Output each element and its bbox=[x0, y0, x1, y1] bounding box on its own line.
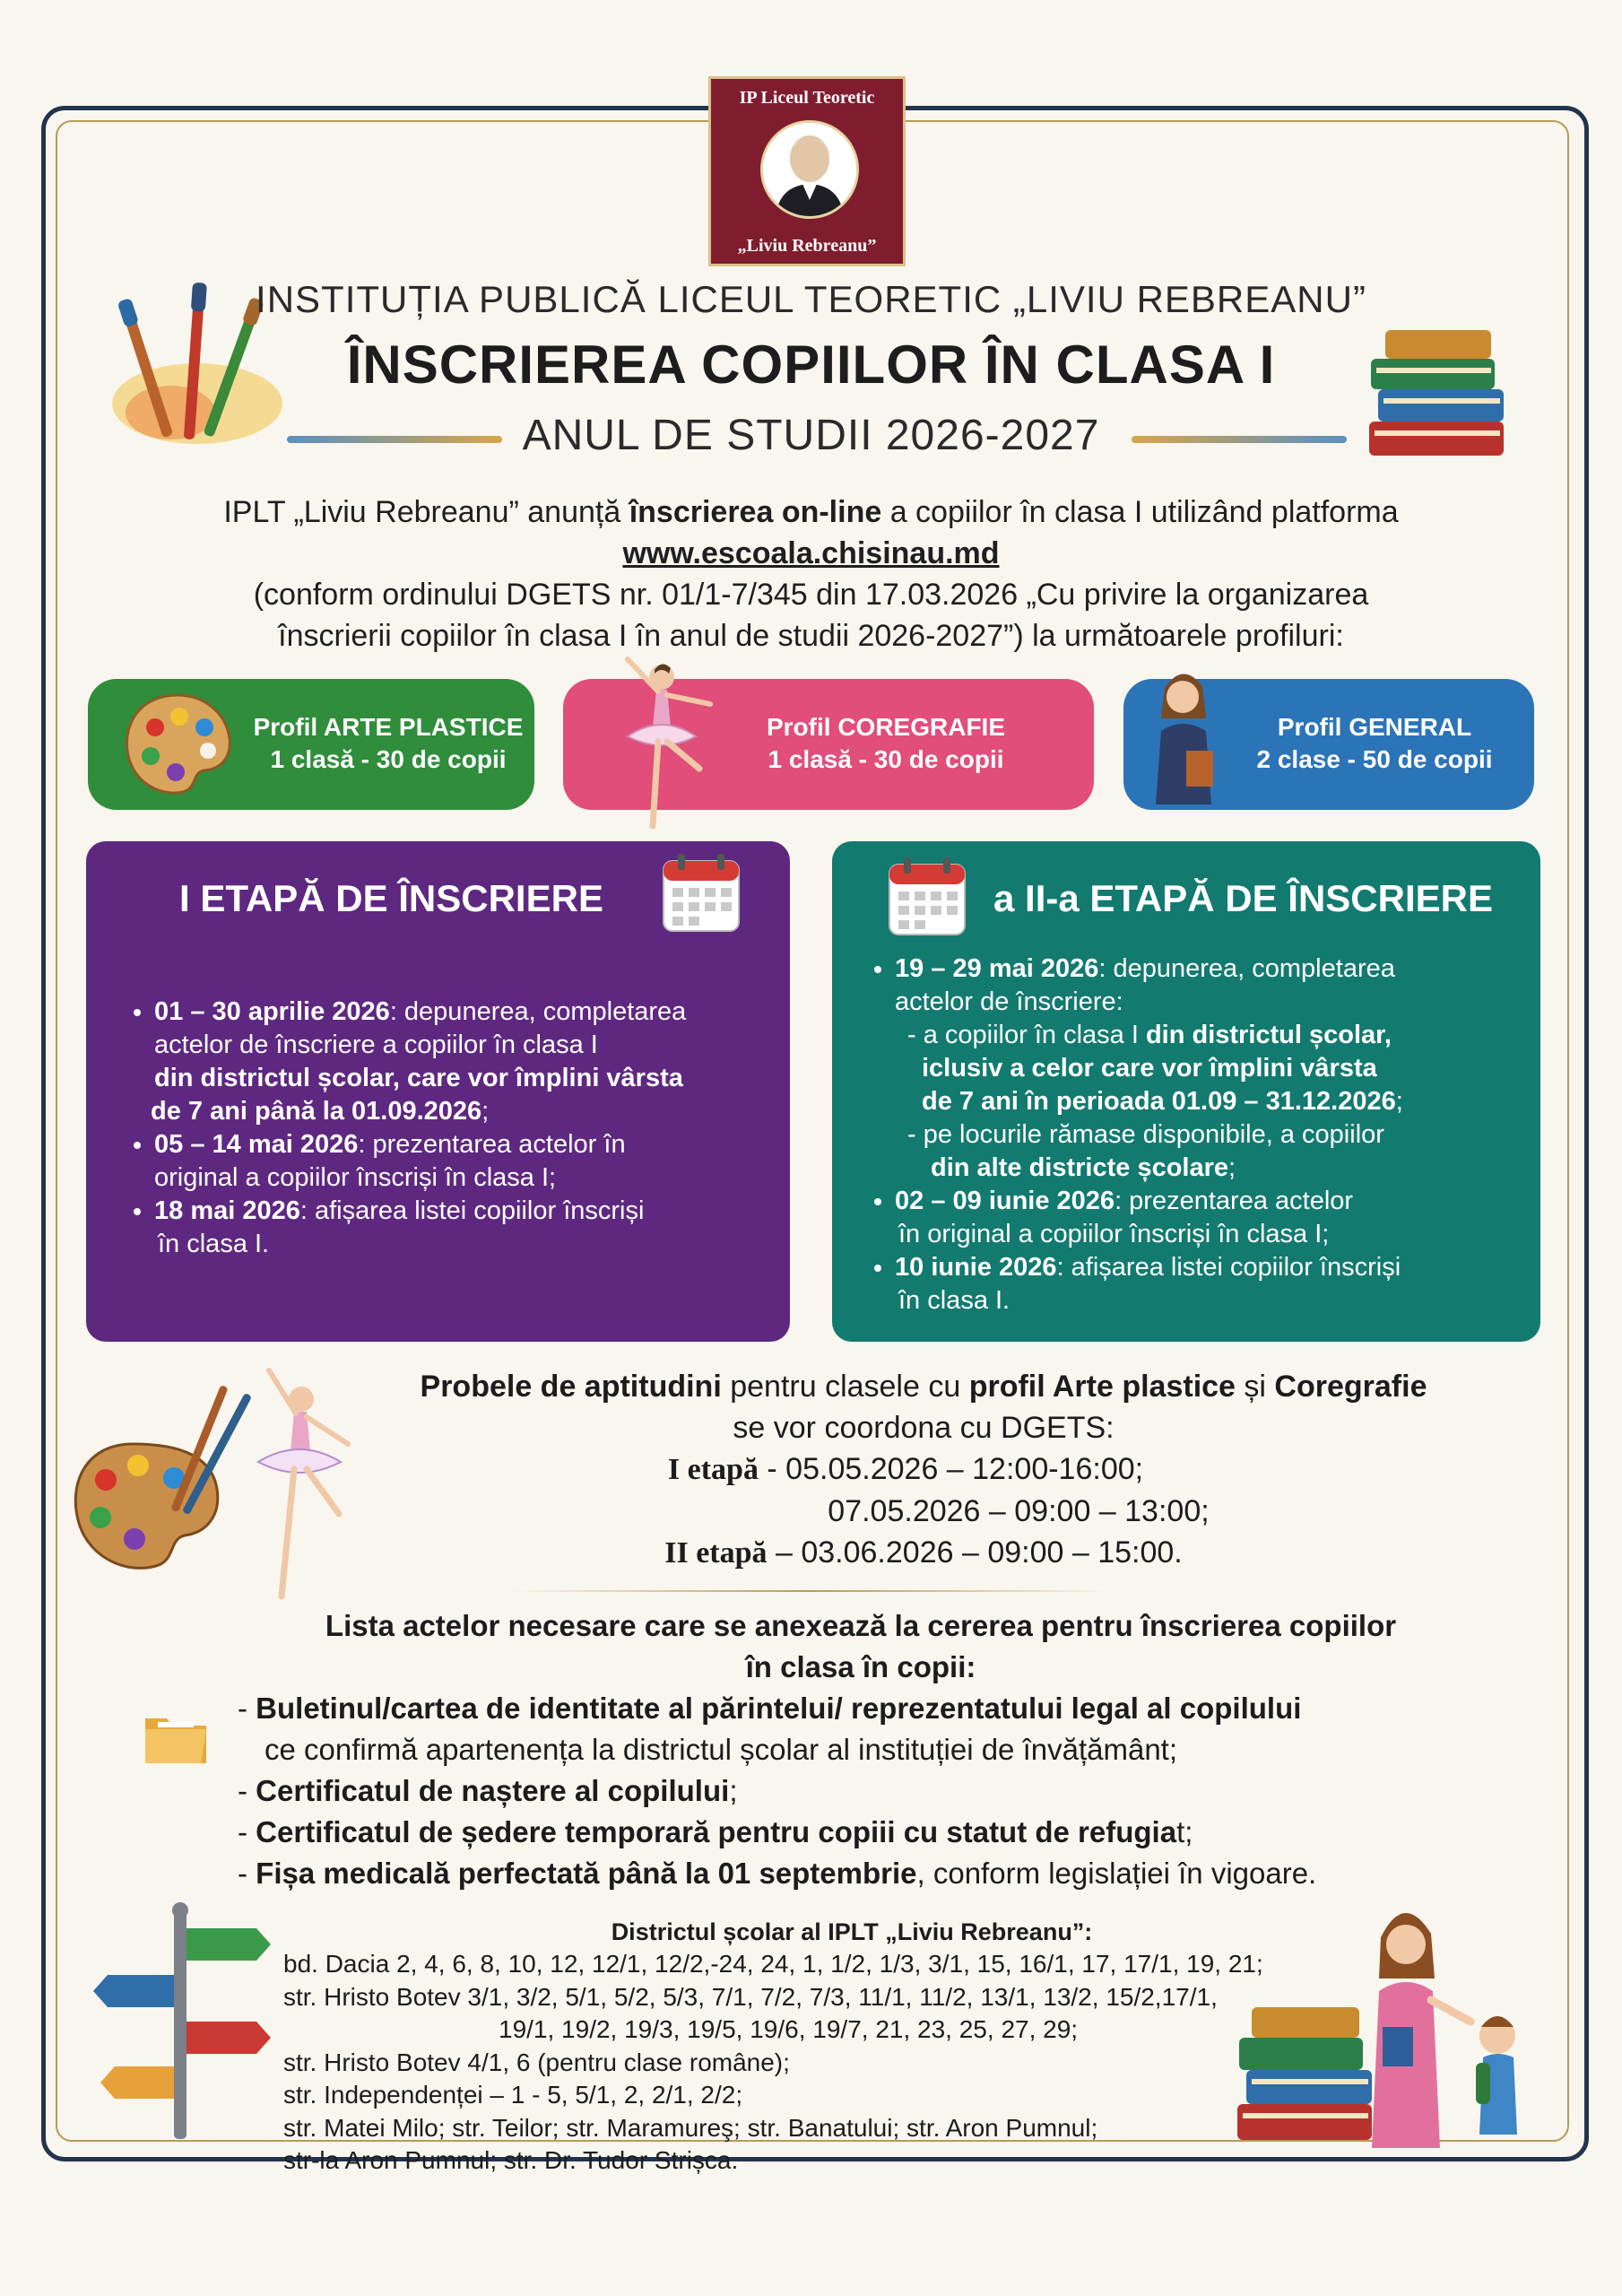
section-divider bbox=[511, 1590, 1112, 1592]
profile-arts-detail: 1 clasă - 30 de copii bbox=[270, 745, 507, 773]
list-item: • 05 – 14 mai 2026: prezentarea actelor în original a copiilor înscriși în clasa I; bbox=[154, 1128, 818, 1195]
school-logo bbox=[708, 76, 906, 266]
list-item: ce confirmă apartenența la districtul școlar al instituției de învățământ; bbox=[265, 1733, 1178, 1766]
profile-general-card bbox=[1123, 679, 1534, 810]
platform-link[interactable]: www.escoala.chisinau.md bbox=[622, 536, 1000, 570]
profile-arts-name: Profil ARTE PLASTICE bbox=[253, 713, 524, 741]
list-item: - Fișa medicală perfectată până la 01 septembrie, conform legislației în vigoare. bbox=[238, 1857, 1317, 1890]
list-item: str. Matei Milo; str. Teilor; str. Maramureş; str. Banatului; str. Aron Pumnul; bbox=[283, 2113, 1098, 2142]
list-item: - Certificatul de ședere temporară pentru copiii cu statut de refugiat; bbox=[238, 1815, 1193, 1848]
profile-choreography-detail: 1 clasă - 30 de copii bbox=[768, 745, 1004, 773]
palette-icon bbox=[115, 683, 240, 808]
district-title: Districtul școlar al IPLT „Liviu Rebreanu”: bbox=[611, 1918, 1093, 1945]
intro-text: IPLT „Liviu Rebreanu” anunță bbox=[223, 495, 629, 529]
calendar-icon bbox=[886, 856, 968, 938]
intro-emphasis: înscrierea on-line bbox=[629, 495, 882, 529]
documents-list bbox=[238, 1688, 1538, 1894]
intro-profiles-line: înscrierii copiilor în clasa I în anul de studii 2026-2027”) la următoarele profiluri: bbox=[278, 619, 1344, 653]
stage-2-title: a II-a ETAPĂ DE ÎNSCRIERE bbox=[993, 877, 1493, 919]
list-item: • 02 – 09 iunie 2026: prezentarea actelor în original a copiilor înscriși în clasa I; bbox=[895, 1185, 1558, 1251]
teacher-with-child-icon bbox=[1228, 1892, 1560, 2152]
title-rule-right bbox=[1132, 436, 1347, 443]
list-item: - Certificatul de naștere al copilului; bbox=[238, 1774, 738, 1807]
stage-2-list bbox=[868, 952, 1558, 1318]
stage-1-title: I ETAPĂ DE ÎNSCRIERE bbox=[179, 877, 603, 919]
list-item: - Buletinul/cartea de identitate al părintelui/ reprezentatului legal al copilului bbox=[238, 1692, 1302, 1725]
page-title: ÎNSCRIEREA COPIILOR ÎN CLASA I bbox=[346, 335, 1276, 395]
list-item: bd. Dacia 2, 4, 6, 8, 10, 12, 12/1, 12/2,-24, 24, 1, 1/2, 1/3, 3/1, 15, 16/1, 17, 17/1, 19, 21; bbox=[283, 1950, 1263, 1978]
aptitude-coordination: se vor coordona cu DGETS: bbox=[733, 1411, 1115, 1445]
list-item: • 18 mai 2026: afișarea listei copiilor înscriși în clasa I. bbox=[154, 1195, 818, 1261]
list-item: str-la Aron Pumnul; str. Dr. Tudor Strișca. bbox=[283, 2146, 739, 2174]
list-item: str. Hristo Botev 4/1, 6 (pentru clase române); bbox=[283, 2048, 790, 2076]
calendar-icon bbox=[660, 852, 742, 935]
logo-bottom-text: „Liviu Rebreanu” bbox=[737, 236, 877, 256]
profile-general-detail: 2 clase - 50 de copii bbox=[1256, 745, 1493, 773]
stage-2-panel bbox=[832, 841, 1540, 1342]
documents-title: Lista actelor necesare care se anexează la cererea pentru înscrierea copiilor în clasa în copii: bbox=[325, 1609, 1397, 1683]
district-addresses bbox=[283, 1948, 1359, 2178]
profile-choreography-name: Profil COREGRAFIE bbox=[766, 713, 1005, 741]
list-item: • 19 – 29 mai 2026: depunerea, completarea actelor de înscriere: - a copiilor în clasa I din districtul școlar, iclusiv a celor care vor împlini vârsta de 7 ani în perioada 01.09 – 31.12.2026; - pe locurile rămase disponibile, a copiilor din alte districte școlare; bbox=[895, 952, 1558, 1185]
aptitude-section: Probele de aptitudini pentru clasele cu profil Arte plastice și Coregrafie se vor coordona cu DGETS: I etapă - 05.05.2026 – 12:00-16:00; 07.05.2026 – 09:00 – 13:00; II etapă – 03.06.2026 – 09:00 – 15:00. bbox=[296, 1366, 1551, 1574]
intro-order-line: (conform ordinului DGETS nr. 01/1-7/345 din 17.03.2026 „Cu privire la organizarea bbox=[253, 578, 1369, 612]
intro-text: a copiilor în clasa I utilizând platforma bbox=[881, 495, 1399, 529]
stage-1-list bbox=[127, 996, 818, 1261]
list-item: str. Hristo Botev 3/1, 3/2, 5/1, 5/2, 5/3, 7/1, 7/2, 7/3, 11/1, 11/2, 13/1, 13/2, 15/2,17/1, bbox=[283, 1982, 1218, 2011]
list-item: • 01 – 30 aprilie 2026: depunerea, completarea actelor de înscriere a copiilor în clasa I din districtul școlar, care vor împlini vârsta de 7 ani până la 01.09.2026; bbox=[154, 996, 818, 1128]
profile-arts-card bbox=[88, 679, 534, 810]
logo-top-text: IP Liceul Teoretic bbox=[739, 88, 875, 108]
ballerina-icon bbox=[592, 650, 726, 839]
stage-1-panel bbox=[86, 841, 790, 1342]
institution-name: INSTITUȚIA PUBLICĂ LICEUL TEORETIC „LIVIU REBREANU” bbox=[256, 278, 1366, 320]
signpost-icon bbox=[90, 1901, 278, 2144]
list-item: str. Independenței – 1 - 5, 5/1, 2, 2/1, 2/2; bbox=[283, 2081, 743, 2109]
list-item: • 10 iunie 2026: afișarea listei copiilor înscriși în clasa I. bbox=[895, 1251, 1558, 1318]
profile-general-name: Profil GENERAL bbox=[1277, 713, 1472, 741]
portrait-icon bbox=[760, 120, 859, 219]
school-year: ANUL DE STUDII 2026-2027 bbox=[522, 412, 1100, 459]
list-item: 19/1, 19/2, 19/3, 19/5, 19/6, 19/7, 21, 23, 25, 27, 29; bbox=[499, 2015, 1079, 2043]
teacher-icon bbox=[1138, 661, 1227, 810]
intro-paragraph bbox=[0, 491, 1622, 657]
folder-icon bbox=[142, 1702, 210, 1770]
